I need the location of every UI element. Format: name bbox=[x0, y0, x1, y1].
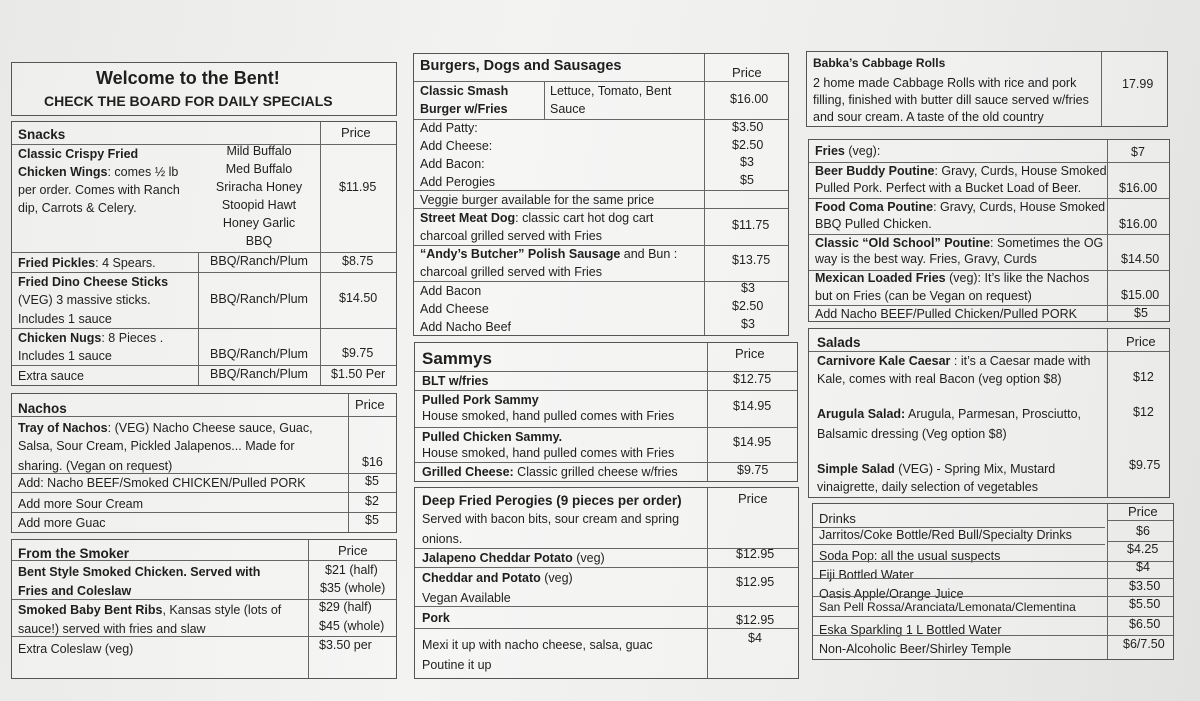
old-school-price: $14.50 bbox=[1121, 252, 1160, 266]
simple-salad-price: $9.75 bbox=[1129, 458, 1161, 472]
addon-label: Add Perogies bbox=[420, 175, 496, 189]
vegan-available: Vegan Available bbox=[422, 591, 511, 605]
wings-desc-line1: Chicken Wings: comes ½ lb bbox=[18, 165, 179, 179]
simple-salad: Simple Salad (VEG) - Spring Mix, Mustard bbox=[817, 462, 1056, 476]
sammys-section bbox=[414, 342, 798, 482]
polish-sausage: “Andy’s Butcher” Polish Sausage and Bun : bbox=[420, 247, 678, 261]
sausage-price: $13.75 bbox=[732, 253, 771, 267]
snacks-section bbox=[11, 121, 397, 386]
addon-price: $3.50 bbox=[732, 120, 764, 134]
dino-name: Fried Dino Cheese Sticks bbox=[18, 275, 169, 289]
nachos-price-header: Price bbox=[355, 397, 385, 412]
nachos-header: Nachos bbox=[18, 401, 67, 416]
nacho-add-sour-cream: Add more Sour Cream bbox=[18, 497, 144, 511]
addon-label: Add Patty: bbox=[420, 121, 478, 135]
babka-desc-line3: and sour cream. A taste of the old country bbox=[813, 110, 1044, 124]
fries-item: Fries (veg): bbox=[815, 144, 881, 158]
mexican-loaded-fries: Mexican Loaded Fries (veg): It’s like the Nachos bbox=[815, 271, 1090, 285]
simple-salad-desc: vinaigrette, daily selection of vegetables bbox=[817, 480, 1038, 494]
pork-perogies-price: $12.95 bbox=[736, 613, 775, 627]
smoked-chicken-half-price: $21 (half) bbox=[325, 563, 378, 577]
dog-desc-line2: charcoal grilled served with Fries bbox=[420, 229, 603, 243]
fries-price: $7 bbox=[1131, 145, 1145, 159]
sausage-addon-label: Add Bacon bbox=[420, 284, 482, 298]
drink-item: Oasis Apple/Orange Juice bbox=[819, 587, 964, 601]
wings-desc-line3: dip, Carrots & Celery. bbox=[18, 201, 137, 215]
babka-desc-line2: filling, finished with butter dill sauce served w/fries bbox=[813, 93, 1089, 107]
ribs-whole-price: $45 (whole) bbox=[319, 619, 385, 633]
food-coma-poutine: Food Coma Poutine: Gravy, Curds, House Smoked bbox=[815, 200, 1106, 214]
blt: BLT w/fries bbox=[422, 374, 489, 388]
babka-name: Babka’s Cabbage Rolls bbox=[813, 56, 946, 70]
veggie-burger-note: Veggie burger available for the same price bbox=[420, 193, 655, 207]
drinks-price-header: Price bbox=[1128, 504, 1158, 519]
drink-price: $4.25 bbox=[1127, 542, 1159, 556]
smash-desc-line1: Lettuce, Tomato, Bent bbox=[550, 84, 672, 98]
babka-price: 17.99 bbox=[1122, 77, 1154, 91]
sausage-addon-label: Add Nacho Beef bbox=[420, 320, 512, 334]
dino-price: $14.50 bbox=[339, 291, 378, 305]
babka-section bbox=[806, 51, 1168, 127]
smash-name-line1: Classic Smash bbox=[420, 84, 509, 98]
mexican-loaded-price: $15.00 bbox=[1121, 288, 1160, 302]
cheddar-potato-price: $12.95 bbox=[736, 575, 775, 589]
drink-item: Soda Pop: all the usual suspects bbox=[819, 549, 1001, 563]
kale-caesar-desc: Kale, comes with real Bacon (veg option $8) bbox=[817, 372, 1062, 386]
nugs-item: Chicken Nugs: 8 Pieces . bbox=[18, 331, 164, 345]
street-meat-dog: Street Meat Dog: classic cart hot dog cart bbox=[420, 211, 654, 225]
drink-item: Non-Alcoholic Beer/Shirley Temple bbox=[819, 642, 1012, 656]
perogies-price-header: Price bbox=[738, 491, 768, 506]
sauce-option: BBQ bbox=[245, 234, 273, 248]
extra-coleslaw-price: $3.50 per bbox=[319, 638, 372, 652]
sauce-option: Stoopid Hawt bbox=[221, 198, 297, 212]
mexican-loaded-desc: but on Fries (can be Vegan on request) bbox=[815, 289, 1032, 303]
addon-price: $3 bbox=[740, 155, 754, 169]
babka-desc-line1: 2 home made Cabbage Rolls with rice and pork bbox=[813, 76, 1077, 90]
salads-price-header: Price bbox=[1126, 334, 1156, 349]
tray-desc-line3: sharing. (Vegan on request) bbox=[18, 459, 173, 473]
nacho-add-meat: Add: Nacho BEEF/Smoked CHICKEN/Pulled PORK bbox=[18, 476, 306, 490]
sammys-header: Sammys bbox=[422, 349, 492, 368]
pickles-price: $8.75 bbox=[342, 254, 374, 268]
perogies-desc-line2: onions. bbox=[422, 532, 463, 546]
pulled-pork-sammy: Pulled Pork Sammy bbox=[422, 393, 539, 407]
cheddar-potato-perogies: Cheddar and Potato (veg) bbox=[422, 571, 573, 585]
nacho-add-guac-price: $5 bbox=[365, 513, 379, 527]
sausage-desc-line2: charcoal grilled served with Fries bbox=[420, 265, 603, 279]
perogies-section bbox=[414, 487, 799, 679]
nacho-add-meat-price: $5 bbox=[365, 474, 379, 488]
pulled-chicken-price: $14.95 bbox=[733, 435, 772, 449]
mexi-addon: Mexi it up with nacho cheese, salsa, guac bbox=[422, 638, 653, 652]
dino-desc-line2: Includes 1 sauce bbox=[18, 312, 112, 326]
addon-label: Add Bacon: bbox=[420, 157, 485, 171]
snacks-header: Snacks bbox=[18, 127, 66, 142]
kale-caesar-price: $12 bbox=[1133, 370, 1154, 384]
smoked-chicken-line1: Bent Style Smoked Chicken. Served with bbox=[18, 565, 261, 579]
sausage-addon-price: $2.50 bbox=[732, 299, 764, 313]
smash-desc-line2: Sauce bbox=[550, 102, 586, 116]
wings-price: $11.95 bbox=[339, 180, 377, 194]
grilled-cheese-price: $9.75 bbox=[737, 463, 769, 477]
extra-coleslaw: Extra Coleslaw (veg) bbox=[18, 642, 134, 656]
ribs-line2: sauce!) served with fries and slaw bbox=[18, 622, 206, 636]
beer-buddy-price: $16.00 bbox=[1119, 181, 1158, 195]
pickles-sauce: BBQ/Ranch/Plum bbox=[210, 254, 308, 268]
drink-item: San Pell Rossa/Aranciata/Lemonata/Clementina bbox=[819, 600, 1076, 614]
kale-caesar: Carnivore Kale Caesar : it’s a Caesar made with bbox=[817, 354, 1091, 368]
nacho-add-guac: Add more Guac bbox=[18, 516, 106, 530]
drinks-header: Drinks bbox=[819, 511, 856, 526]
drink-price: $4 bbox=[1136, 560, 1150, 574]
burgers-header: Burgers, Dogs and Sausages bbox=[420, 58, 622, 74]
salads-section bbox=[808, 328, 1170, 498]
sausage-addon-price: $3 bbox=[741, 281, 755, 295]
sauce-option: Mild Buffalo bbox=[226, 144, 292, 158]
dog-price: $11.75 bbox=[732, 218, 770, 232]
sauce-option: Honey Garlic bbox=[222, 216, 296, 230]
nugs-sauce: BBQ/Ranch/Plum bbox=[210, 347, 308, 361]
ribs-line1: Smoked Baby Bent Ribs, Kansas style (lots of bbox=[18, 603, 282, 617]
grilled-cheese: Grilled Cheese: Classic grilled cheese w/fries bbox=[422, 465, 678, 479]
addon-label: Add Cheese: bbox=[420, 139, 493, 153]
tray-price: $16 bbox=[362, 455, 383, 469]
welcome-box bbox=[11, 62, 397, 116]
sausage-addon-label: Add Cheese bbox=[420, 302, 489, 316]
drink-item: Fiji Bottled Water bbox=[819, 568, 914, 582]
sausage-addon-price: $3 bbox=[741, 317, 755, 331]
beer-buddy-desc: Pulled Pork. Perfect with a Bucket Load of Beer. bbox=[815, 181, 1082, 195]
dino-desc-line1: (VEG) 3 massive sticks. bbox=[18, 293, 151, 307]
smoker-price-header: Price bbox=[338, 543, 368, 558]
sammys-price-header: Price bbox=[735, 346, 765, 361]
dino-sauce: BBQ/Ranch/Plum bbox=[210, 292, 308, 306]
pulled-chicken-sammy: Pulled Chicken Sammy. bbox=[422, 430, 563, 444]
drink-price: $6.50 bbox=[1129, 617, 1161, 631]
welcome-title: Welcome to the Bent! bbox=[96, 68, 280, 88]
pulled-pork-price: $14.95 bbox=[733, 399, 772, 413]
smoked-chicken-whole-price: $35 (whole) bbox=[320, 581, 386, 595]
salads-header: Salads bbox=[817, 335, 861, 350]
nugs-price: $9.75 bbox=[342, 346, 374, 360]
extra-sauce-options: BBQ/Ranch/Plum bbox=[210, 367, 308, 381]
drink-price: $6 bbox=[1136, 524, 1150, 538]
fries-add-meat-price: $5 bbox=[1134, 306, 1148, 320]
fries-add-meat: Add Nacho BEEF/Pulled Chicken/Pulled PORK bbox=[815, 307, 1077, 321]
drinks-section bbox=[812, 503, 1174, 660]
nacho-add-sour-cream-price: $2 bbox=[365, 494, 379, 508]
burgers-price-header: Price bbox=[732, 65, 762, 80]
jalapeno-cheddar-perogies: Jalapeno Cheddar Potato (veg) bbox=[422, 551, 605, 565]
old-school-desc: way is the best way. Fries, Gravy, Curds bbox=[815, 252, 1037, 266]
nachos-section bbox=[11, 393, 397, 533]
extra-sauce-price: $1.50 Per bbox=[331, 367, 386, 381]
pulled-chicken-desc: House smoked, hand pulled comes with Fries bbox=[422, 446, 675, 460]
food-coma-desc: BBQ Pulled Chicken. bbox=[815, 217, 932, 231]
tray-of-nachos: Tray of Nachos: (VEG) Nacho Cheese sauce, Guac, bbox=[18, 421, 313, 435]
drink-price: $5.50 bbox=[1129, 597, 1161, 611]
mexi-addon-price: $4 bbox=[748, 631, 762, 645]
nugs-desc-line2: Includes 1 sauce bbox=[18, 349, 112, 363]
drink-item: Eska Sparkling 1 L Bottled Water bbox=[819, 623, 1002, 637]
blt-price: $12.75 bbox=[733, 372, 772, 386]
extra-sauce-name: Extra sauce bbox=[18, 369, 85, 383]
jalapeno-cheddar-price: $12.95 bbox=[736, 547, 775, 561]
poutine-addon: Poutine it up bbox=[422, 658, 492, 672]
perogies-desc-line1: Served with bacon bits, sour cream and spring bbox=[422, 512, 680, 526]
pulled-pork-desc: House smoked, hand pulled comes with Fries bbox=[422, 409, 675, 423]
beer-buddy-poutine: Beer Buddy Poutine: Gravy, Curds, House Smoked bbox=[815, 164, 1107, 178]
sauce-option: Sriracha Honey bbox=[215, 180, 303, 194]
specials-subtitle: CHECK THE BOARD FOR DAILY SPECIALS bbox=[44, 93, 333, 109]
wings-desc-line2: per order. Comes with Ranch bbox=[18, 183, 180, 197]
snacks-price-header: Price bbox=[341, 125, 371, 140]
burgers-section bbox=[413, 53, 789, 336]
drink-price: $6/7.50 bbox=[1123, 637, 1165, 651]
arugula-desc: Balsamic dressing (Veg option $8) bbox=[817, 427, 1007, 441]
old-school-poutine: Classic “Old School” Poutine: Sometimes the OG bbox=[815, 236, 1104, 250]
smoked-chicken-line2: Fries and Coleslaw bbox=[18, 584, 132, 598]
fries-section bbox=[808, 139, 1170, 322]
smash-price: $16.00 bbox=[730, 92, 769, 106]
sauce-option: Med Buffalo bbox=[225, 162, 293, 176]
arugula-salad: Arugula Salad: Arugula, Parmesan, Prosciutto, bbox=[817, 407, 1081, 421]
smash-name-line2: Burger w/Fries bbox=[420, 102, 508, 116]
addon-price: $2.50 bbox=[732, 138, 764, 152]
drink-price: $3.50 bbox=[1129, 579, 1161, 593]
perogies-header: Deep Fried Perogies (9 pieces per order) bbox=[422, 493, 682, 508]
arugula-price: $12 bbox=[1133, 405, 1154, 419]
drink-item: Jarritos/Coke Bottle/Red Bull/Specialty Drinks bbox=[819, 528, 1072, 542]
tray-desc-line2: Salsa, Sour Cream, Pickled Jalapenos... Made for bbox=[18, 439, 295, 453]
smoker-header: From the Smoker bbox=[18, 546, 130, 561]
food-coma-price: $16.00 bbox=[1119, 217, 1158, 231]
addon-price: $5 bbox=[740, 173, 754, 187]
smoker-section bbox=[11, 539, 397, 679]
pork-perogies: Pork bbox=[422, 611, 450, 625]
pickles-item: Fried Pickles: 4 Spears. bbox=[18, 256, 156, 270]
wings-name: Classic Crispy Fried bbox=[18, 147, 139, 161]
ribs-half-price: $29 (half) bbox=[319, 600, 372, 614]
